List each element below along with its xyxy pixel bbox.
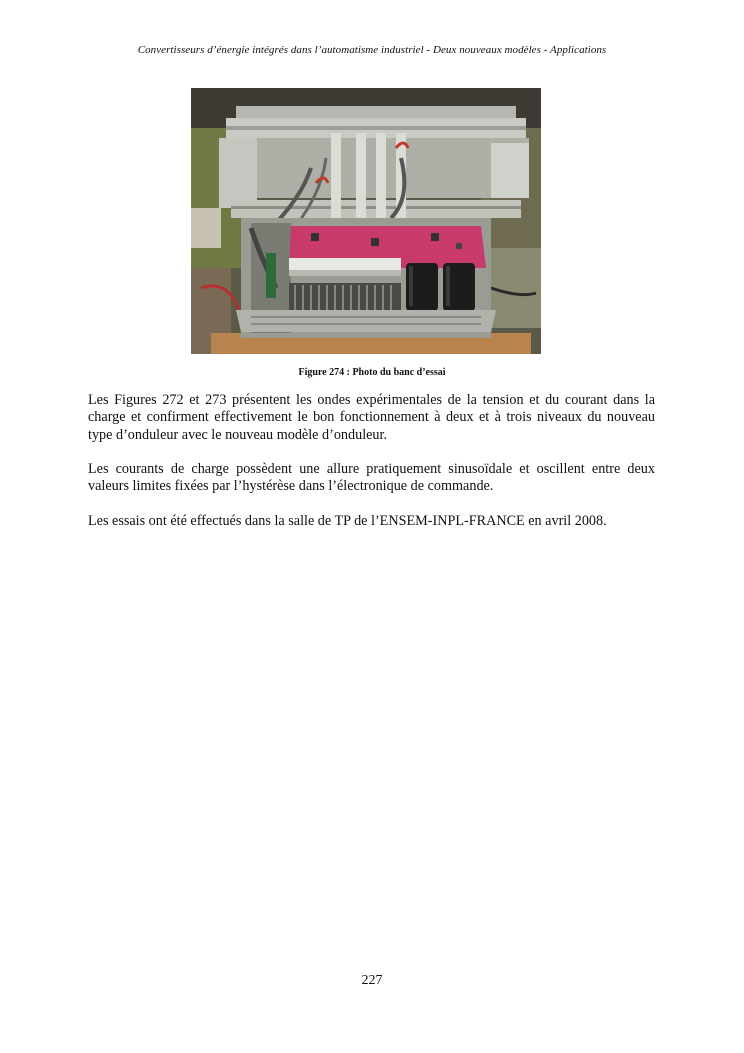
- running-header: Convertisseurs d’énergie intégrés dans l’automatisme industriel - Deux nouveaux modèles - Applications: [137, 44, 607, 56]
- body-paragraph: Les essais ont été effectués dans la salle de TP de l’ENSEM-INPL-FRANCE en avril 2008.: [88, 513, 607, 529]
- figure-caption: Figure 274 : Photo du banc d’essai: [298, 367, 446, 378]
- body-paragraph: Les courants de charge possèdent une allure pratiquement sinusoïdale et oscillent entre deux valeurs limites fixées par l’hystérèse dans l’électronique de commande.: [88, 461, 655, 495]
- test-bench-photo: [191, 88, 541, 354]
- body-paragraph: Les Figures 272 et 273 présentent les ondes expérimentales de la tension et du courant dans la charge et confirment effectivement le bon fonctionnement à deux et à trois niveaux du nouveau type d’onduleur avec le nouveau modèle d’onduleur.: [88, 392, 655, 443]
- page-number: 227: [361, 973, 383, 988]
